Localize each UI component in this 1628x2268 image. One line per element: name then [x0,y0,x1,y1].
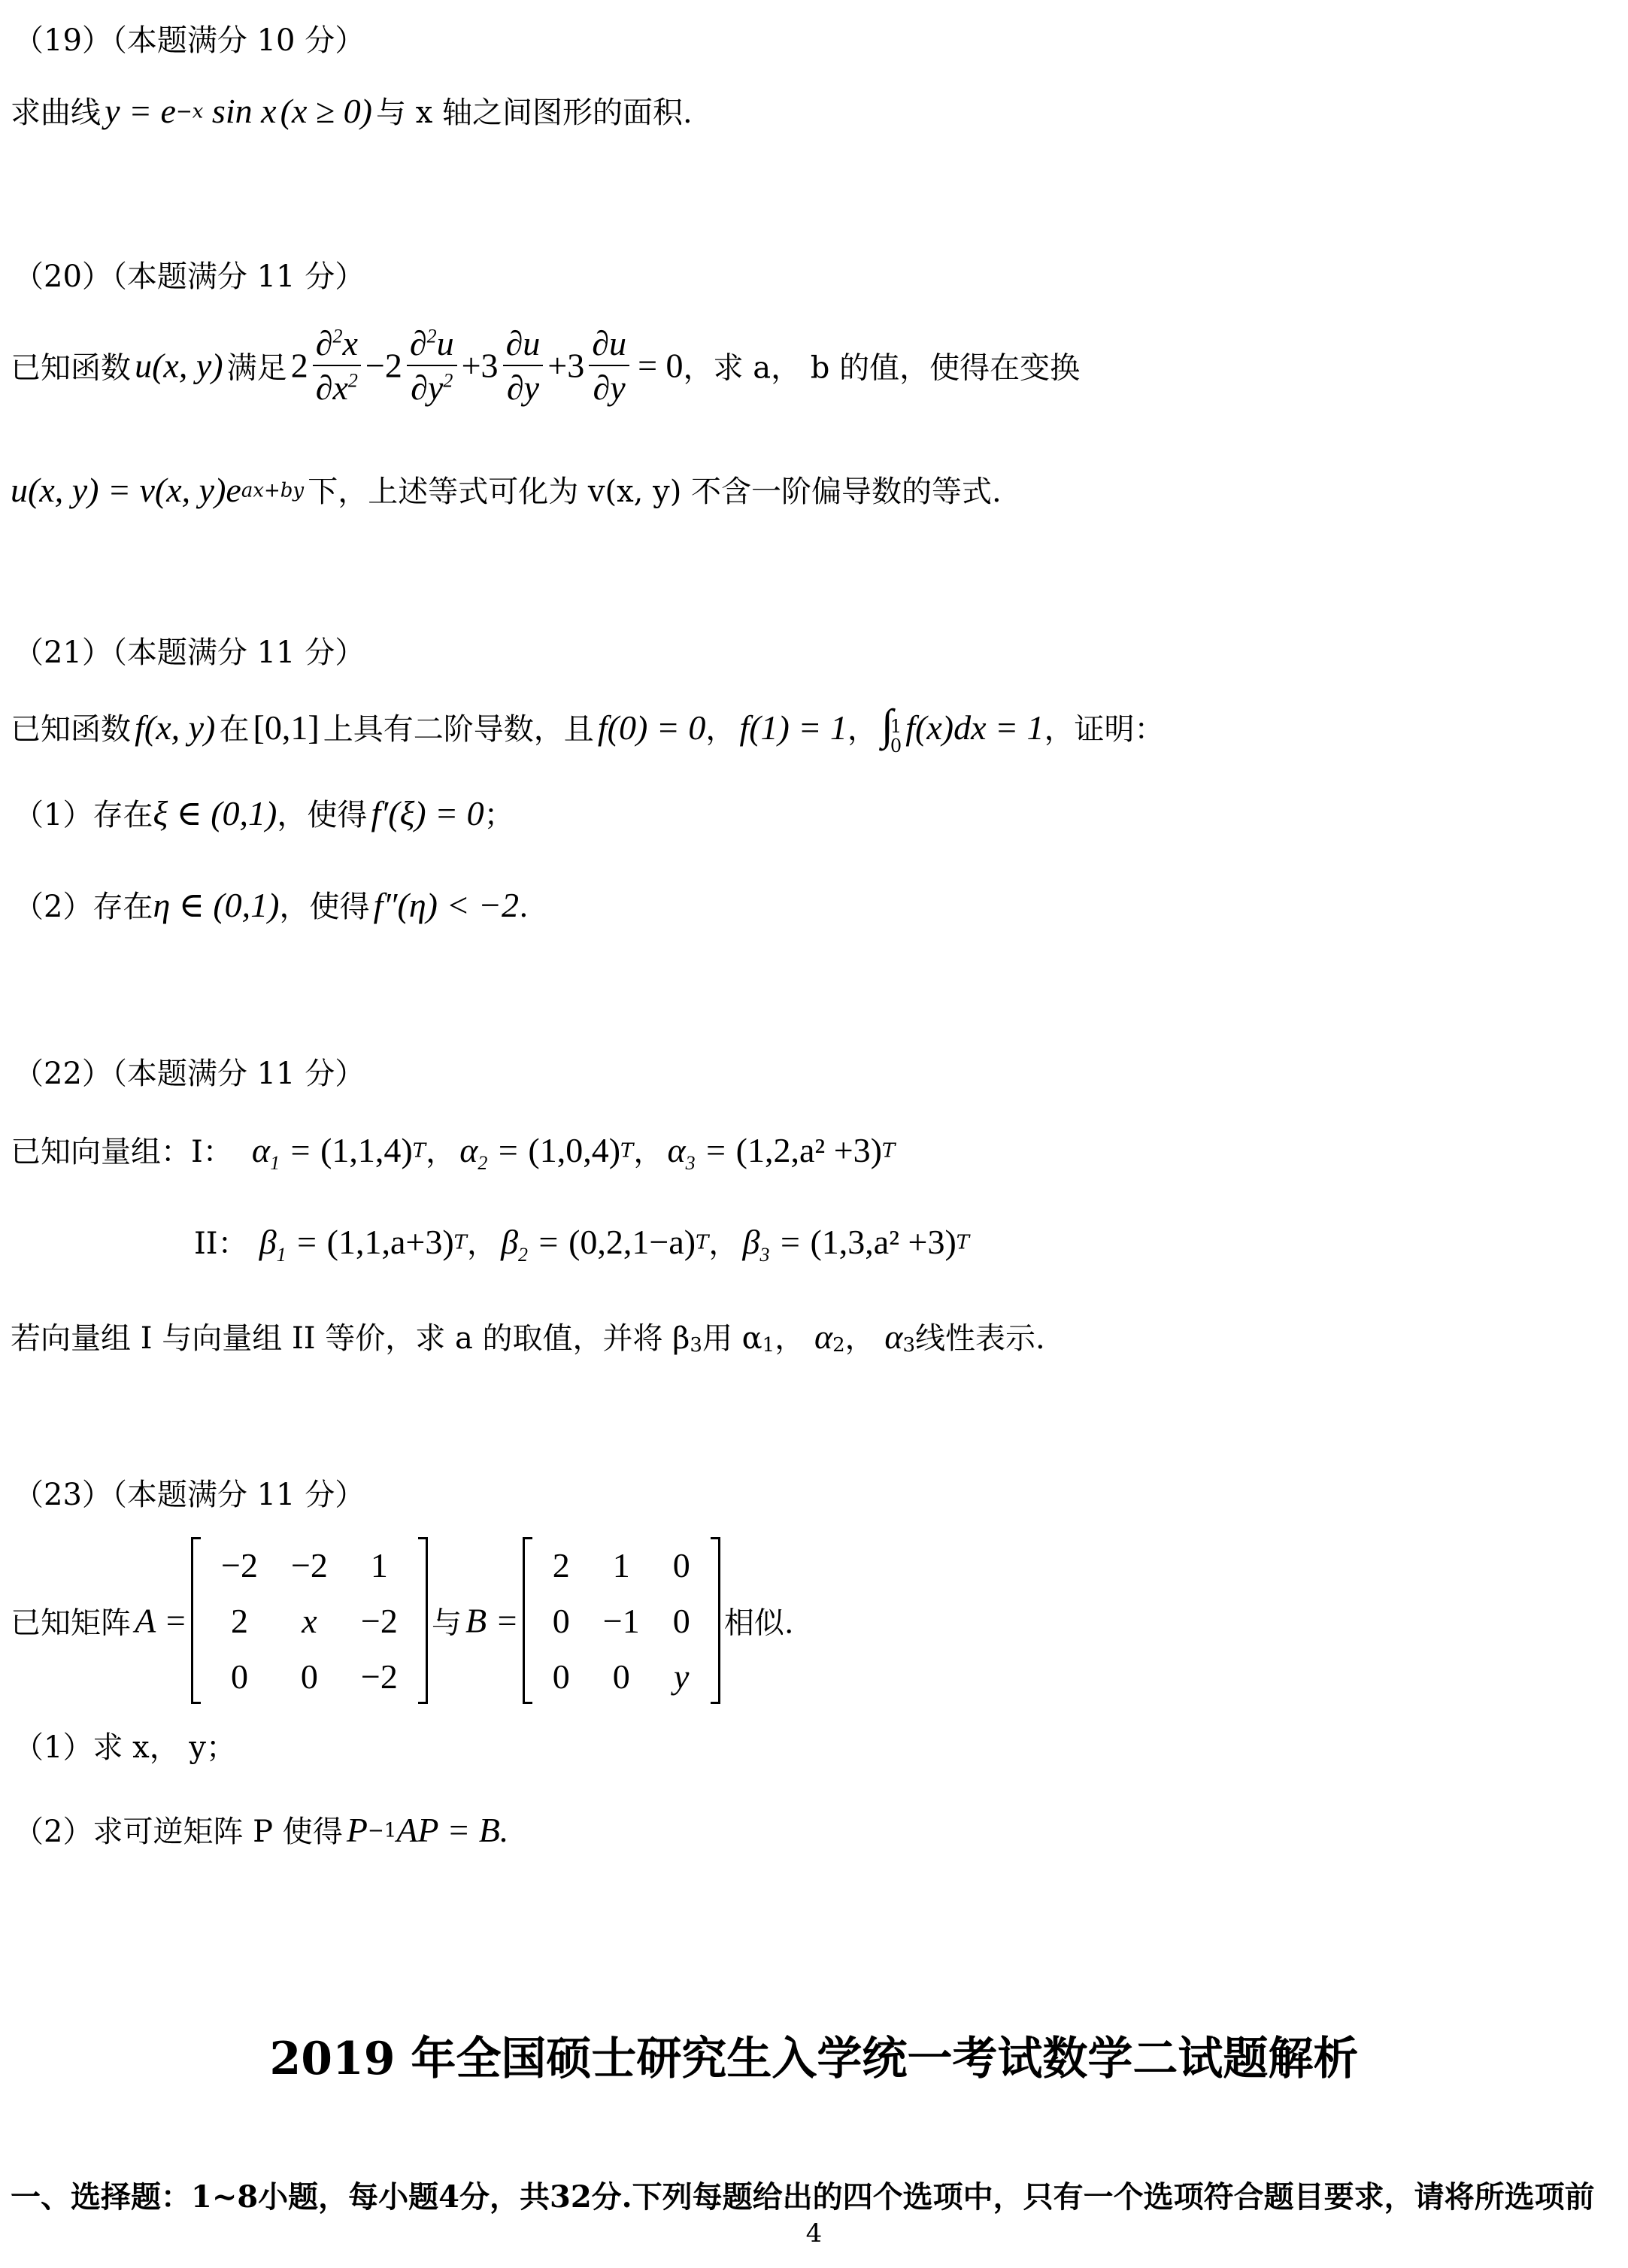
matrix-b-cell: −1 [602,1601,640,1640]
matrix-b-cell: 1 [612,1545,630,1584]
matrix-b-cell: 0 [552,1601,570,1640]
q20-line2-expr: u(x, y) = v(x, y)e [11,471,241,509]
q22-header: （22）（本题满分 11 分） [14,1057,365,1091]
matrix-a [191,1537,428,1704]
q23-part2-expr: P [346,1811,368,1849]
matrix-b-cell: y [674,1657,690,1696]
solution-title: 2019 年全国硕士研究生入学统一考试数学二试题解析 [269,2033,1359,2085]
q22-alpha1: (1,1,4) [320,1131,413,1169]
q21-integral-body: f(x)dx = 1 [905,708,1044,747]
q21-part1-label: （1）存在 [14,798,153,832]
q20-line2 [11,468,1002,511]
matrix-b-cell: 2 [552,1545,570,1584]
q22-text-b: 若向量组 I 与向量组 II 等价，求 a 的取值，并将 β [11,1321,690,1356]
q21-part1-end: ； [484,798,514,832]
q22-task: 若向量组 I 与向量组 II 等价，求 a 的取值，并将 $\beta_3$用 $\alpha_1$， $\alpha_2$， $\alpha_3$线性表示. [11,1317,1045,1357]
q21-text-b: 在 [219,712,250,747]
matrix-b [523,1537,720,1704]
q23-text-b: 与 [431,1605,462,1641]
matrix-a-cell: 0 [230,1657,248,1696]
q21-part2-expr: η ∈ (0,1) [153,886,280,924]
q22-label-ii: II： [194,1226,248,1261]
q21-part2-concl: f″(η) < −2 [373,886,520,924]
q21-part2-label: （2）存在 [14,890,153,924]
q20-text-c: ，求 a， b 的值，使得在变换 [683,350,1081,386]
q20-line2-text: 下，上述等式可化为 v(x, y) 不含一阶偏导数的等式. [308,475,1002,509]
q19-text-a: 求曲线 [11,96,101,130]
q19-statement [11,89,693,132]
matrix-b-cell: 0 [672,1601,690,1640]
q23-part2 [14,1808,508,1851]
q22-text-c: 用 α [702,1321,762,1356]
q19-text-b: 与 x 轴之间图形的面积. [376,96,693,130]
q20-frac-2: $\frac{\partial^2u}{\partial y^2}$ [407,323,457,408]
q21-cond2: f(1) = 1 [739,708,847,747]
solution-intro: 一、选择题：1~8小题，每小题4分，共32分.下列每题给出的四个选项中，只有一个选项符合题目要求，请将所选项前 [11,2179,1595,2215]
q22-group-i: 已知向量组：I： $\alpha_1 = (1,1,4)^T$， $\alpha_2 = (1,0,4)^T$， $\alpha_3 = (1,2,a^2 +3)^T$ [11,1131,896,1175]
q20-frac-4: $\frac{\partial u}{\partial y}$ [589,323,629,408]
q21-text-c: 上具有二阶导数，且 [323,712,594,747]
q20-header: （20）（本题满分 11 分） [14,259,365,294]
q20-line2-exp: ax+by [241,479,305,502]
q23-part1: （1）求 x， y； [14,1730,237,1765]
matrix-a-cell: 1 [370,1545,388,1584]
q23-part2-exp: −1 [368,1819,397,1842]
q21-part2-end: . [519,890,529,924]
q23-part2-text: （2）求可逆矩阵 P 使得 [14,1815,343,1849]
q21-func: f(x, y) [135,708,216,747]
q20-frac-3: $\frac{\partial u}{\partial y}$ [503,323,544,408]
q23-text-c: 相似. [723,1605,794,1641]
matrix-b-cell: 0 [612,1657,630,1696]
matrix-a-cell: x [302,1601,317,1640]
q19-expr: y = e [105,92,176,130]
matrix-a-cell: 0 [300,1657,318,1696]
q23-header: （23）（本题满分 11 分） [14,1478,365,1512]
q21-integral-upper: 1 [890,715,902,737]
q20-eq-tail: = 0 [638,346,684,385]
q22-text-d: 线性表示. [915,1321,1045,1356]
q20-text-a: 已知函数 [11,350,131,386]
q23-text-a: 已知矩阵 [11,1605,131,1641]
q19-header: （19）（本题满分 10 分） [14,23,365,58]
q21-text-d: ，证明： [1044,712,1165,747]
q21-statement: 已知函数 f(x, y) 在 [0,1] 上具有二阶导数，且 f(0) = 0， f(1) = 1， ∫ 1 0 f(x)dx = 1，证明： [11,700,1165,757]
q21-integral-lower: 0 [890,735,902,757]
q21-part2-text: ，使得 [279,890,370,924]
integral-sign-icon: ∫ [881,700,893,749]
matrix-b-cell: 0 [552,1657,570,1696]
q22-beta1: (1,1,a+3) [326,1223,454,1261]
q19-exp: −x [175,100,204,123]
q22-alpha3: (1,2,a² +3) [735,1131,882,1169]
q20-text-b: 满足 [226,350,287,386]
q21-part1-expr: ξ ∈ (0,1) [153,794,277,832]
q23-statement: 已知矩阵 A = −2 −2 1 2 x −2 0 0 −2 与 B = 2 1 0 0 −1 0 0 0 y 相似. [11,1537,794,1704]
q21-header: （21）（本题满分 11 分） [14,635,365,670]
q20-statement: 已知函数 u(x, y) 满足 2 $\frac{\partial^2x}{\partial x^2}$ −2 $\frac{\partial^2u}{\partial y^2}$ +3 $\frac{\partial u}{\partial y}$ +3 $\frac{\partial u}{\partial y}$ = 0，求 a， b 的值，使得在变换 [11,324,1081,407]
q21-part1 [14,791,514,834]
q21-part1-text: ，使得 [277,798,368,832]
q23-part2-tail: AP = B. [396,1811,509,1849]
q21-integral-limits [890,717,902,756]
q22-beta2: (0,2,1−a) [568,1223,696,1261]
matrix-a-cell: −2 [290,1545,328,1584]
matrix-a-cell: −2 [221,1545,258,1584]
q20-func: u(x, y) [135,346,223,385]
q19-cond: (x ≥ 0) [280,92,372,130]
q21-part1-concl: f′(ξ) = 0 [371,794,484,832]
q20-frac-1: $\frac{\partial^2x}{\partial x^2}$ [313,323,361,408]
q22-text-a: 已知向量组：I： [11,1135,233,1169]
q21-text-a: 已知函数 [11,712,131,747]
q19-expr-b: sin x [203,92,277,130]
q22-group-ii: II： $\beta_1 = (1,1,a+3)^T$， $\beta_2 = (0,2,1-a)^T$， $\beta_3 = (1,3,a^2 +3)^T$ [194,1223,970,1266]
matrix-a-cell: −2 [360,1657,398,1696]
matrix-a-cell: 2 [230,1601,248,1640]
matrix-a-cell: −2 [360,1601,398,1640]
q22-beta3: (1,3,a² +3) [810,1223,956,1261]
q21-cond1: f(0) = 0 [597,708,706,747]
matrix-b-cell: 0 [672,1545,690,1584]
q21-interval: [0,1] [253,708,320,747]
q22-alpha2: (1,0,4) [528,1131,621,1169]
q21-part2 [14,883,529,926]
page-number: 4 [805,2218,823,2248]
